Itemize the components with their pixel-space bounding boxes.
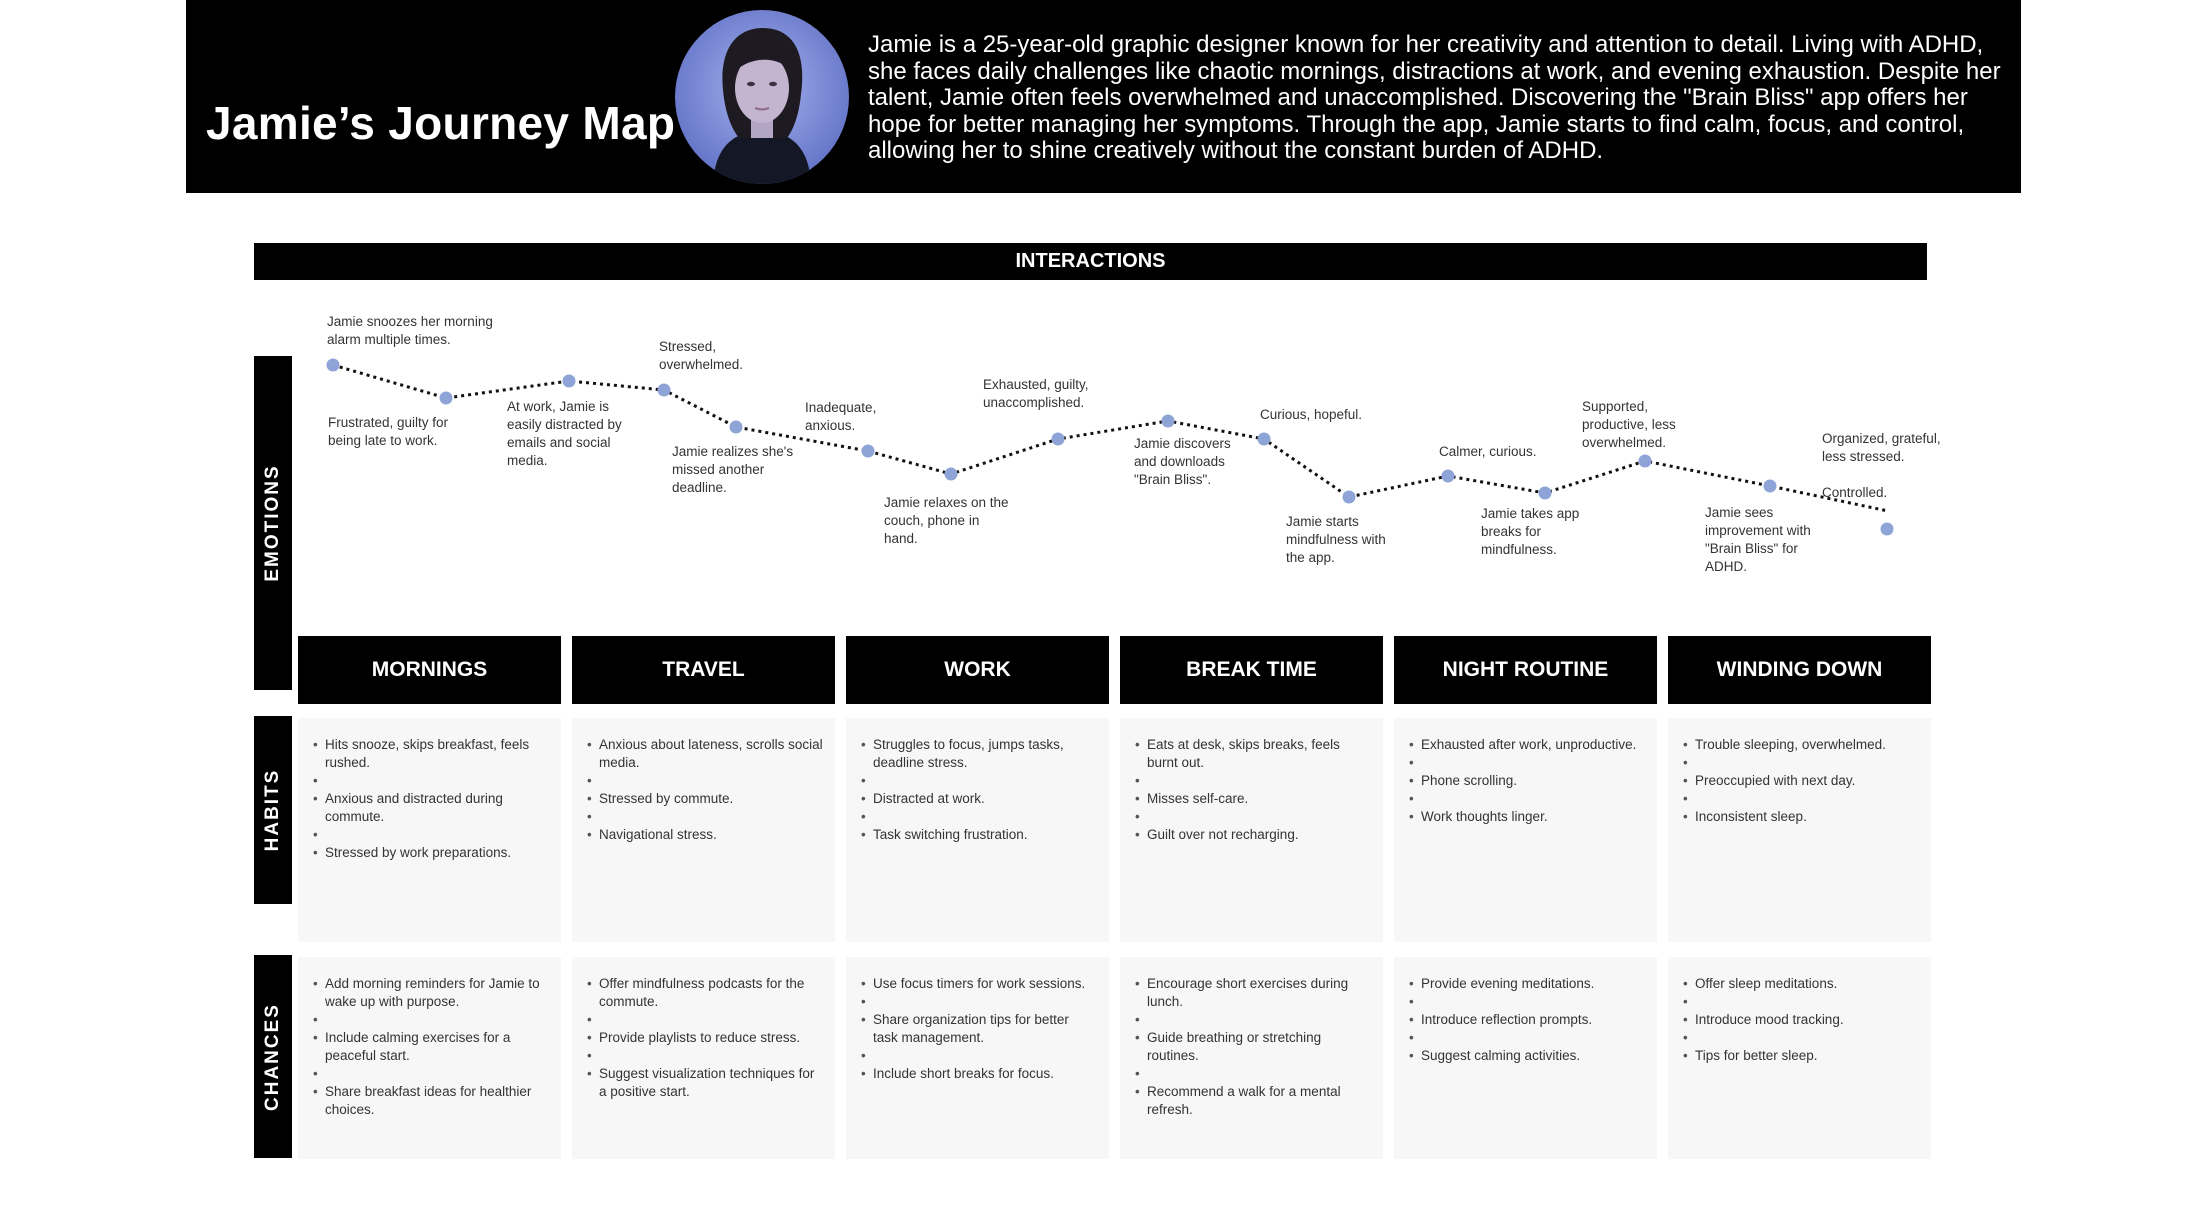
list-item: • Trouble sleeping, overwhelmed. — [1695, 736, 1919, 754]
emotion-point — [440, 392, 453, 405]
list-item: • Eats at desk, skips breaks, feels burnt out. — [1147, 736, 1371, 772]
list-item — [325, 826, 549, 844]
list-item: • Guilt over not recharging. — [1147, 826, 1371, 844]
emotion-annotation: Stressed, overwhelmed. — [659, 339, 744, 372]
emotion-point — [1539, 487, 1552, 500]
emotion-point — [1258, 433, 1271, 446]
emotion-annotation: Jamie takes app breaks for mindfulness. — [1481, 506, 1580, 557]
emotion-annotation: Jamie starts mindfulness with the app. — [1286, 514, 1386, 565]
list-item: • Inconsistent sleep. — [1695, 808, 1919, 826]
chances-card — [298, 957, 561, 1159]
list-item: • Stressed by commute. — [599, 790, 823, 808]
habits-card — [572, 718, 835, 942]
emotion-annotation: Jamie realizes she's missed another deadline. — [672, 444, 794, 495]
list-item — [1147, 1065, 1371, 1083]
chances-card — [1668, 957, 1931, 1159]
stage-header: NIGHT ROUTINE — [1394, 636, 1657, 704]
list-item: • Exhausted after work, unproductive. — [1421, 736, 1645, 754]
persona-bio: Jamie is a 25-year-old graphic designer known for her creativity and attention to detail. Living with ADHD, she faces daily challenges like chaotic mornings, distractions at work, and evening exhaustion. Despite her talent, Jamie often feels overwhelmed and unaccomplished. Discovering the "Brain Bliss" app offers her hope for better managing her symptoms. Through the app, Jamie starts to find calm, focus, and control, allowing her to shine creatively without the constant burden of ADHD. — [868, 31, 2001, 164]
list-item — [873, 1047, 1097, 1065]
list-item: • Use focus timers for work sessions. — [873, 975, 1097, 993]
list-item: • Stressed by work preparations. — [325, 844, 549, 862]
list-item: • Introduce reflection prompts. — [1421, 1011, 1645, 1029]
emotion-point — [563, 375, 576, 388]
habits-card — [1668, 718, 1931, 942]
list-item: • Misses self-care. — [1147, 790, 1371, 808]
list-item: • Hits snooze, skips breakfast, feels rushed. — [325, 736, 549, 772]
list-item: • Guide breathing or stretching routines. — [1147, 1029, 1371, 1065]
emotion-annotation: At work, Jamie is easily distracted by emails and social media. — [507, 399, 622, 468]
list-item — [1695, 993, 1919, 1011]
list-item: • Anxious and distracted during commute. — [325, 790, 549, 826]
list-item: • Introduce mood tracking. — [1695, 1011, 1919, 1029]
emotion-point — [1162, 415, 1175, 428]
list-item — [599, 1011, 823, 1029]
emotion-annotation: Inadequate, anxious. — [805, 400, 877, 433]
list-item: • Provide playlists to reduce stress. — [599, 1029, 823, 1047]
emotion-annotation: Organized, grateful, less stressed. — [1822, 431, 1941, 464]
emotion-point — [1442, 470, 1455, 483]
list-item: • Include calming exercises for a peaceful start. — [325, 1029, 549, 1065]
list-item: • Suggest visualization techniques for a positive start. — [599, 1065, 823, 1101]
emotion-point — [1052, 433, 1065, 446]
stage-header: TRAVEL — [572, 636, 835, 704]
chances-card — [572, 957, 835, 1159]
list-item — [1421, 754, 1645, 772]
list-item: • Recommend a walk for a mental refresh. — [1147, 1083, 1371, 1119]
list-item: • Add morning reminders for Jamie to wake up with purpose. — [325, 975, 549, 1011]
emotion-annotation: Jamie discovers and downloads "Brain Bliss". — [1134, 436, 1231, 487]
page-title: Jamie’s Journey Map — [206, 97, 676, 149]
list-item — [1695, 754, 1919, 772]
list-item: • Task switching frustration. — [873, 826, 1097, 844]
list-item — [599, 808, 823, 826]
emotion-annotation: Controlled. — [1822, 485, 1888, 500]
list-item — [1147, 1011, 1371, 1029]
habits-label: HABITS — [262, 768, 283, 852]
list-item: • Tips for better sleep. — [1695, 1047, 1919, 1065]
list-item: • Offer mindfulness podcasts for the commute. — [599, 975, 823, 1011]
emotion-annotation: Frustrated, guilty for being late to work. — [328, 415, 449, 448]
list-item: • Include short breaks for focus. — [873, 1065, 1097, 1083]
chances-card — [846, 957, 1109, 1159]
stage-header: BREAK TIME — [1120, 636, 1383, 704]
list-item: • Share organization tips for better task management. — [873, 1011, 1097, 1047]
emotion-point — [1343, 491, 1356, 504]
list-item — [325, 1011, 549, 1029]
emotions-label: EMOTIONS — [262, 464, 283, 582]
list-item — [325, 772, 549, 790]
list-item: • Provide evening meditations. — [1421, 975, 1645, 993]
list-item — [1147, 808, 1371, 826]
emotion-point — [945, 468, 958, 481]
emotion-annotation: Calmer, curious. — [1439, 444, 1537, 459]
list-item — [325, 1065, 549, 1083]
emotion-point — [658, 384, 671, 397]
chances-card — [1394, 957, 1657, 1159]
emotion-point — [862, 445, 875, 458]
list-item: • Navigational stress. — [599, 826, 823, 844]
list-item — [1421, 993, 1645, 1011]
list-item — [1421, 790, 1645, 808]
emotion-annotation: Supported, productive, less overwhelmed. — [1582, 399, 1676, 450]
emotion-point — [730, 421, 743, 434]
list-item: • Struggles to focus, jumps tasks, deadline stress. — [873, 736, 1097, 772]
list-item — [1421, 1029, 1645, 1047]
list-item — [873, 808, 1097, 826]
list-item — [873, 993, 1097, 1011]
stage-header: WORK — [846, 636, 1109, 704]
list-item: • Anxious about lateness, scrolls social media. — [599, 736, 823, 772]
emotion-annotation: Curious, hopeful. — [1260, 407, 1363, 422]
list-item — [1695, 1029, 1919, 1047]
list-item: • Offer sleep meditations. — [1695, 975, 1919, 993]
habits-card — [1394, 718, 1657, 942]
chances-label: CHANCES — [262, 1003, 283, 1111]
list-item: • Share breakfast ideas for healthier choices. — [325, 1083, 549, 1119]
list-item — [873, 772, 1097, 790]
chances-card — [1120, 957, 1383, 1159]
emotion-point — [1639, 455, 1652, 468]
list-item: • Suggest calming activities. — [1421, 1047, 1645, 1065]
stage-header: MORNINGS — [298, 636, 561, 704]
list-item: • Distracted at work. — [873, 790, 1097, 808]
list-item: • Phone scrolling. — [1421, 772, 1645, 790]
list-item — [1147, 772, 1371, 790]
list-item: • Encourage short exercises during lunch. — [1147, 975, 1371, 1011]
habits-card — [1120, 718, 1383, 942]
emotion-annotation: Jamie sees improvement with "Brain Bliss" for ADHD. — [1705, 505, 1811, 574]
list-item — [1695, 790, 1919, 808]
emotion-annotation: Jamie relaxes on the couch, phone in hand. — [884, 495, 1009, 546]
interactions-header: INTERACTIONS — [254, 243, 1927, 280]
emotion-point — [1764, 480, 1777, 493]
emotion-point — [327, 359, 340, 372]
list-item: • Preoccupied with next day. — [1695, 772, 1919, 790]
emotion-annotation: Jamie snoozes her morning alarm multiple times. — [327, 314, 493, 347]
list-item — [599, 1047, 823, 1065]
emotion-annotation: Exhausted, guilty, unaccomplished. — [983, 377, 1089, 410]
habits-card — [298, 718, 561, 942]
list-item — [599, 772, 823, 790]
habits-card — [846, 718, 1109, 942]
emotion-point — [1881, 523, 1894, 536]
stage-header: WINDING DOWN — [1668, 636, 1931, 704]
list-item: • Work thoughts linger. — [1421, 808, 1645, 826]
